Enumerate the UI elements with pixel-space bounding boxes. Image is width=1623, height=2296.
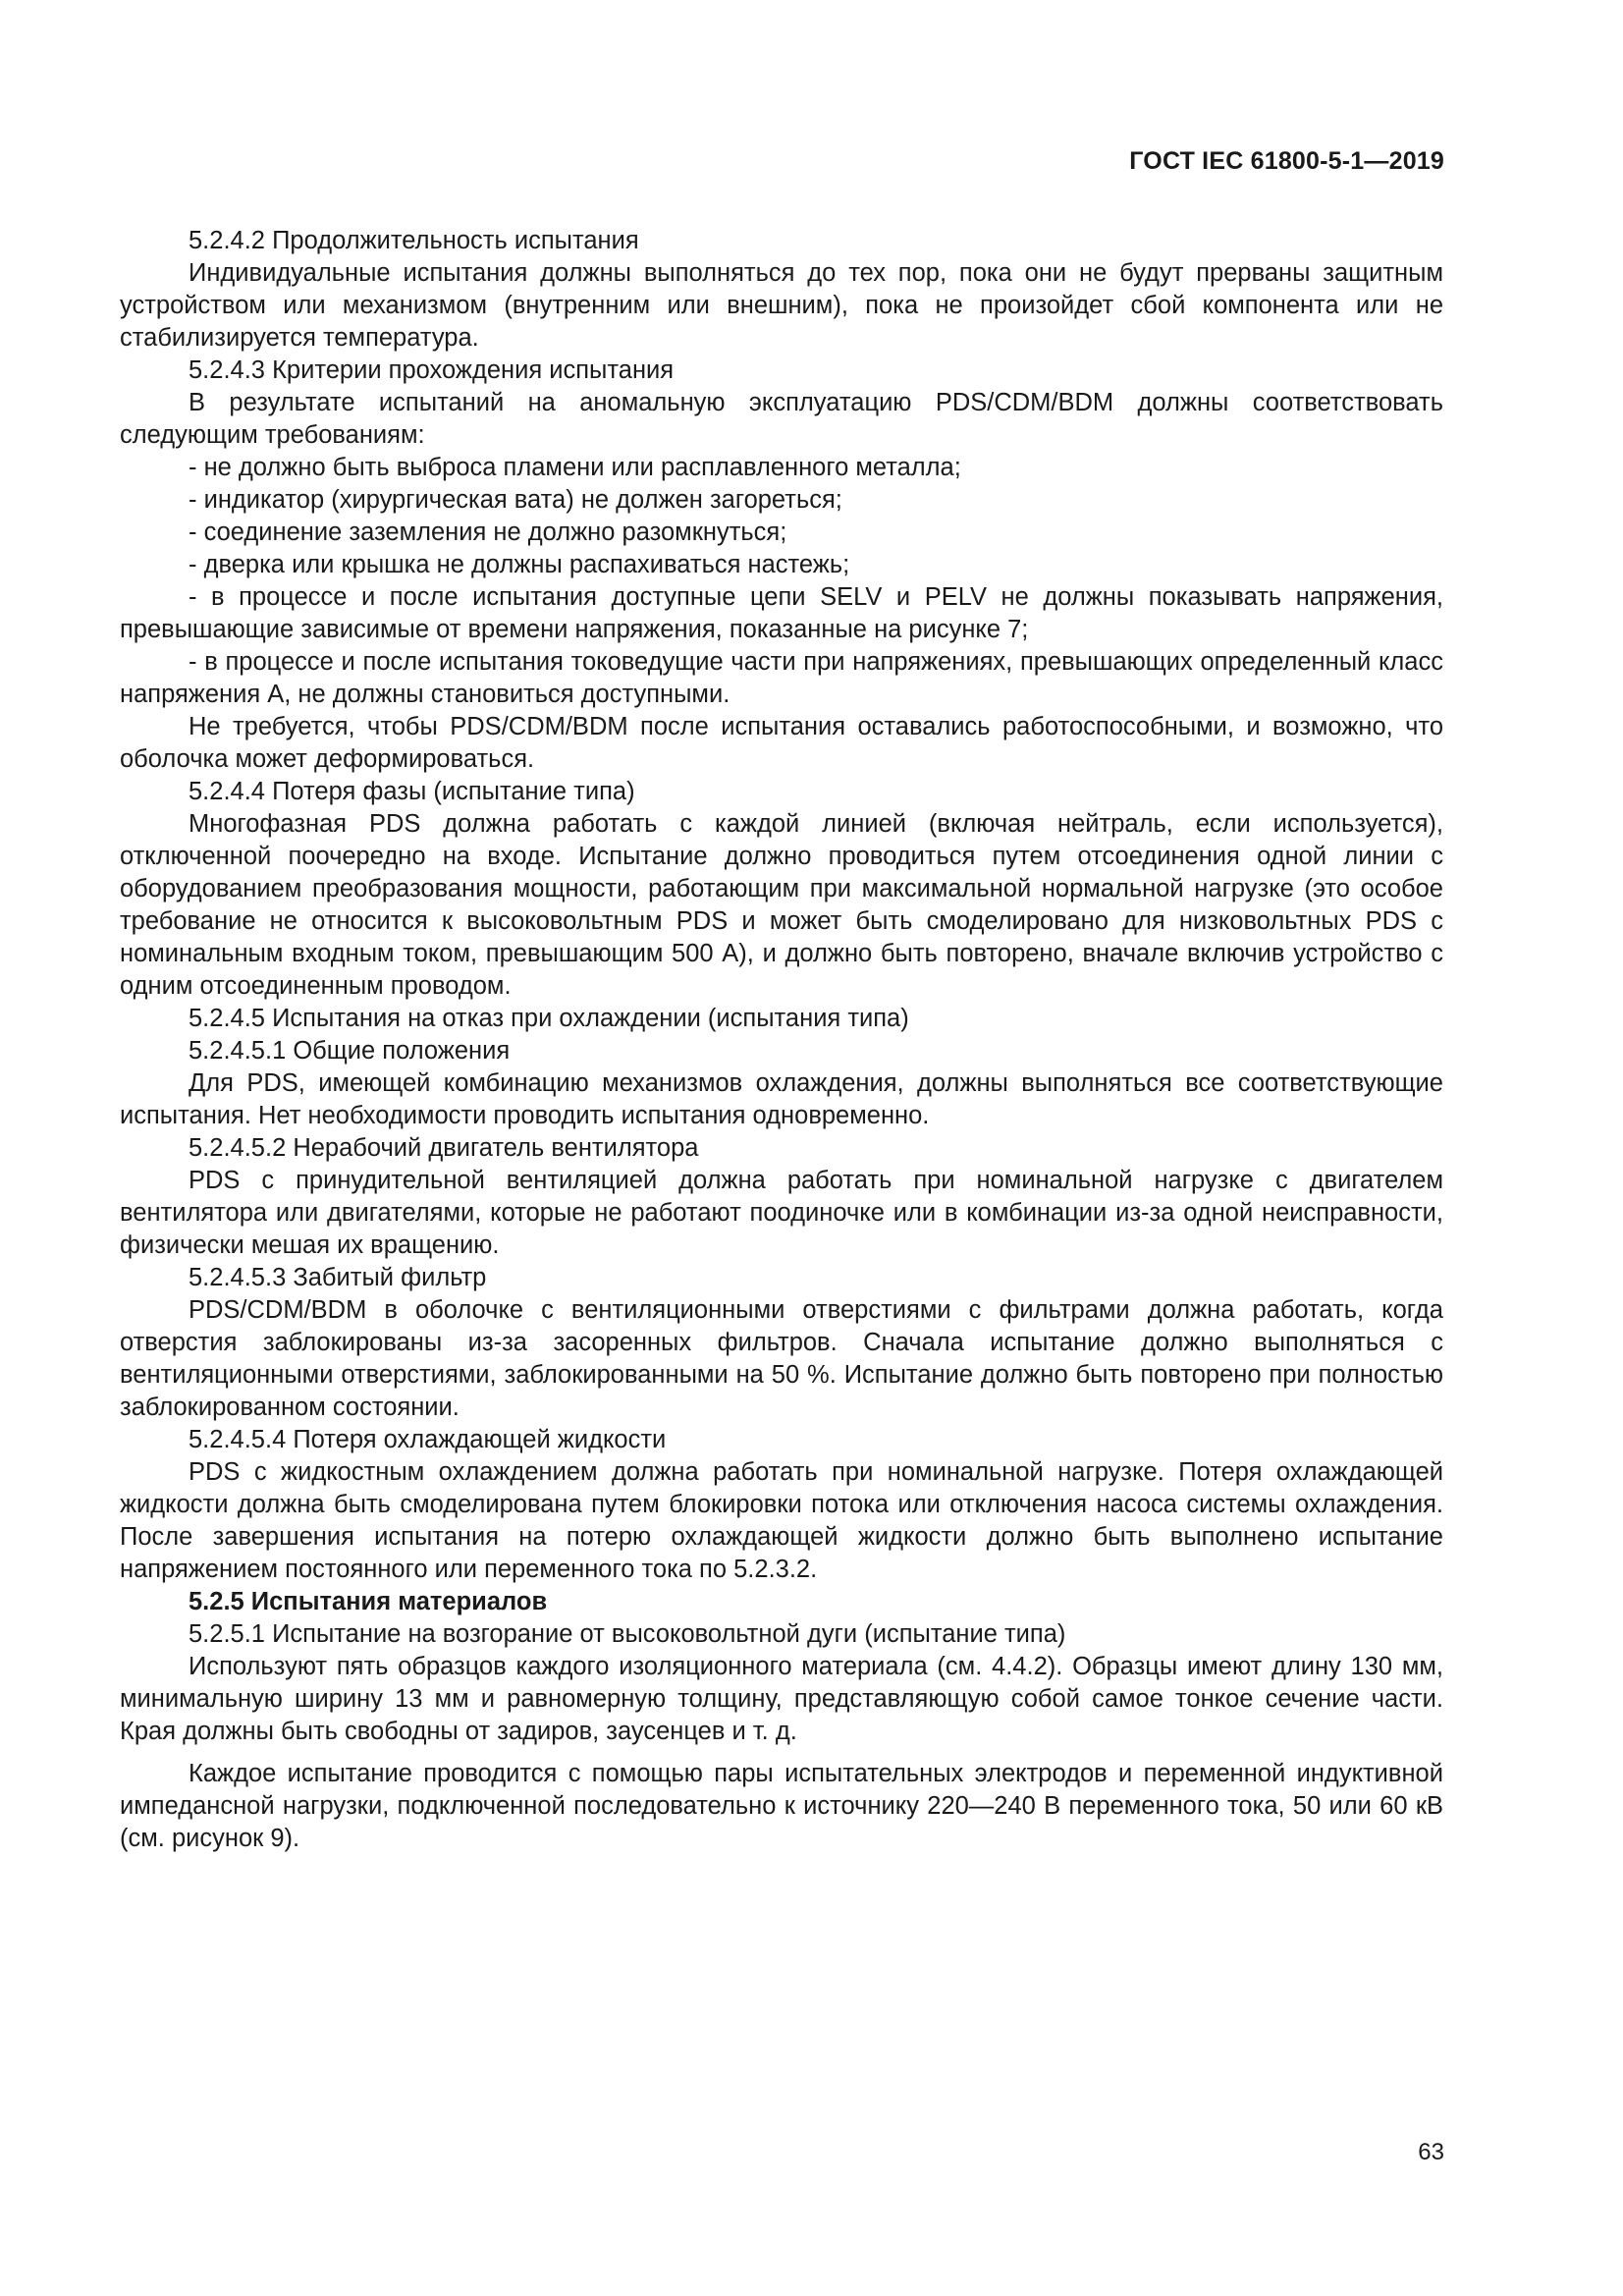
section-heading: 5.2.5 Испытания материалов: [189, 1588, 548, 1615]
list-item: - не должно быть выброса пламени или расплавленного металла;: [189, 454, 961, 481]
clause-heading: 5.2.4.5.2 Нерабочий двигатель вентилятора: [189, 1134, 699, 1162]
list-item: - дверка или крышка не должны распахиваться настежь;: [189, 551, 850, 578]
document-header: ГОСТ IEC 61800-5-1—2019: [1129, 147, 1444, 175]
list-item: - в процессе и после испытания токоведущие части при напряжениях, превышающих определенный класс напряжения А, не должны становиться доступными.: [120, 648, 1443, 708]
paragraph: Индивидуальные испытания должны выполняться до тех пор, пока они не будут прерваны защитным устройством или механизмом (внутренним или внешним), пока не произойдет сбой компонента или не стабилизируется температура.: [120, 259, 1443, 352]
clause-heading: 5.2.4.5 Испытания на отказ при охлаждении (испытания типа): [189, 1005, 909, 1032]
paragraph: Используют пять образцов каждого изоляционного материала (см. 4.4.2). Образцы имеют длину 130 мм, минимальную ширину 13 мм и равномерную толщину, представляющую собой самое тонкое сечение части. Края должны быть свободны от задиров, заусенцев и т. д.: [120, 1653, 1443, 1745]
list-item: - индикатор (хирургическая вата) не должен загореться;: [189, 486, 842, 514]
paragraph: Многофазная PDS должна работать с каждой линией (включая нейтраль, если используется), отключенной поочередно на входе. Испытание должно проводиться путем отсоединения одной линии с оборудованием преобразования мощности, работающим при максимальной нормальной нагрузке (это особое требование не относится к высоковольтным PDS и может быть смоделировано для низковольтных PDS с номинальным входным током, превышающим 500 А), и должно быть повторено, вначале включив устройство с одним отсоединенным проводом.: [120, 810, 1443, 1000]
paragraph: PDS с принудительной вентиляцией должна работать при номинальной нагрузке с двигателем вентилятора или двигателями, которые не работают поодиночке или в комбинации из-за одной неисправности, физически мешая их вращению.: [120, 1167, 1443, 1259]
clause-heading: 5.2.5.1 Испытание на возгорание от высоковольтной дуги (испытание типа): [189, 1620, 1066, 1648]
clause-heading: 5.2.4.5.1 Общие положения: [189, 1037, 511, 1065]
paragraph: В результате испытаний на аномальную эксплуатацию PDS/CDM/BDM должны соответствовать следующим требованиям:: [120, 389, 1443, 449]
paragraph: PDS с жидкостным охлаждением должна работать при номинальной нагрузке. Потеря охлаждающей жидкости должна быть смоделирована путем блокировки потока или отключения насоса системы охлаждения. После завершения испытания на потерю охлаждающей жидкости должно быть выполнено испытание напряжением постоянного или переменного тока по 5.2.3.2.: [120, 1458, 1443, 1583]
paragraph: PDS/CDM/BDM в оболочке с вентиляционными отверстиями с фильтрами должна работать, когда отверстия заблокированы из-за засоренных фильтров. Сначала испытание должно выполняться с вентиляционными отверстиями, заблокированными на 50 %. Испытание должно быть повторено при полностью заблокированном состоянии.: [120, 1296, 1443, 1421]
list-item: - в процессе и после испытания доступные цепи SELV и PELV не должны показывать напряжения, превышающие зависимые от времени напряжения, показанные на рисунке 7;: [120, 583, 1443, 643]
clause-heading: 5.2.4.4 Потеря фазы (испытание типа): [189, 778, 635, 805]
list-item: - соединение заземления не должно разомкнуться;: [189, 519, 787, 546]
paragraph: Не требуется, чтобы PDS/CDM/BDM после испытания оставались работоспособными, и возможно, что оболочка может деформироваться.: [120, 713, 1443, 773]
page-number: 63: [1418, 2139, 1444, 2165]
clause-heading: 5.2.4.5.3 Забитый фильтр: [189, 1264, 487, 1291]
clause-heading: 5.2.4.5.4 Потеря охлаждающей жидкости: [189, 1426, 667, 1453]
clause-heading: 5.2.4.3 Критерии прохождения испытания: [189, 356, 675, 384]
clause-heading: 5.2.4.2 Продолжительность испытания: [189, 227, 639, 254]
paragraph: Каждое испытание проводится с помощью пары испытательных электродов и переменной индуктивной импедансной нагрузки, подключенной последовательно к источнику 220—240 В переменного тока, 50 или 60 кВ (см. рисунок 9).: [120, 1760, 1443, 1852]
paragraph: Для PDS, имеющей комбинацию механизмов охлаждения, должны выполняться все соответствующие испытания. Нет необходимости проводить испытания одновременно.: [120, 1069, 1443, 1129]
document-body: [120, 225, 1443, 1855]
